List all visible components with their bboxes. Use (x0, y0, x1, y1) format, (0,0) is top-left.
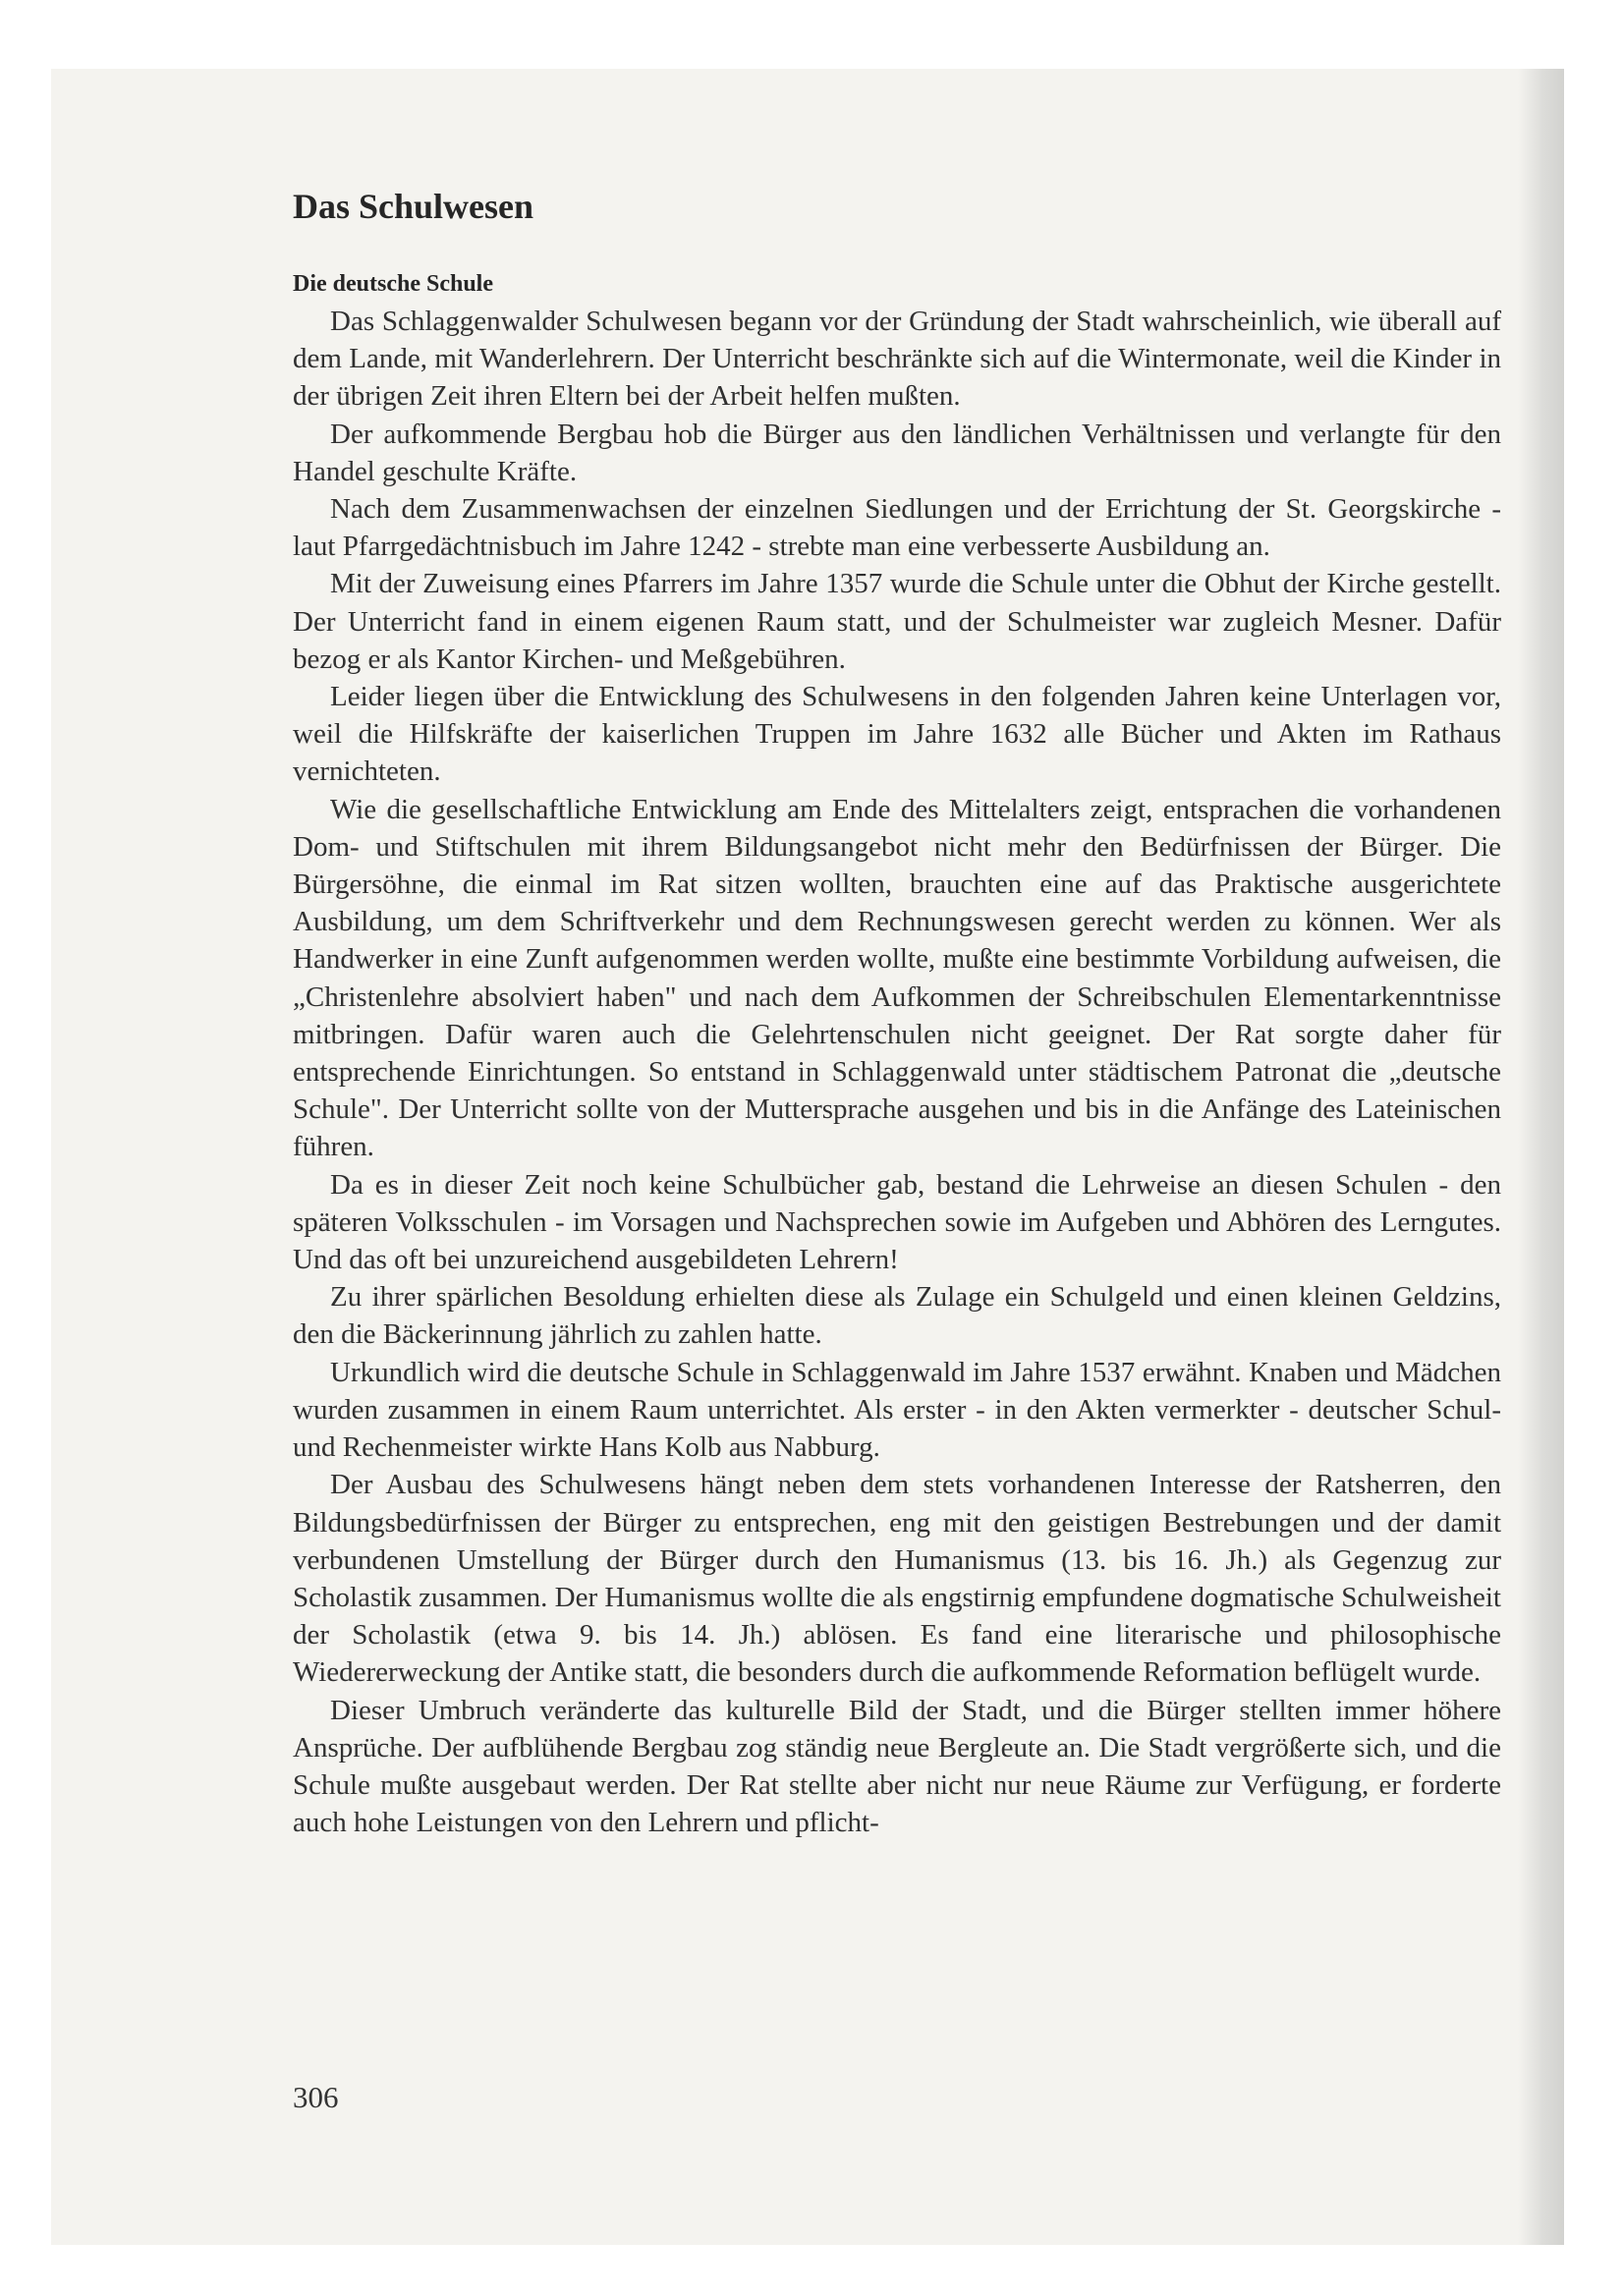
paragraph: Urkundlich wird die deutsche Schule in Schlaggenwald im Jahre 1537 erwähnt. Knaben und Mädchen wurden zusammen in einem Raum unterrichtet. Als erster - in den Akten vermerkter - deutscher Schul- und Rechenmeister wirkte Hans Kolb aus Nabburg. (293, 1356, 1501, 1464)
paragraph: Zu ihrer spärlichen Besoldung erhielten diese als Zulage ein Schulgeld und einen kleinen Geldzins, den die Bäckerinnung jährlich zu zahlen hatte. (293, 1281, 1501, 1351)
body-text (293, 303, 1501, 1841)
paragraph: Der aufkommende Bergbau hob die Bürger aus den ländlichen Verhältnissen und verlangte für den Handel geschulte Kräfte. (293, 418, 1501, 487)
page-number: 306 (293, 2080, 339, 2114)
paragraph: Dieser Umbruch veränderte das kulturelle Bild der Stadt, und die Bürger stellten immer höhere Ansprüche. Der aufblühende Bergbau zog ständig neue Bergleute an. Die Stadt vergrößerte sich, und die Schule mußte ausgebaut werden. Der Rat stellte aber nicht nur neue Räume zur Verfügung, er forderte auch hohe Leistungen von den Lehrern und pflicht- (293, 1694, 1501, 1839)
paragraph: Das Schlaggenwalder Schulwesen begann vor der Gründung der Stadt wahrscheinlich, wie überall auf dem Lande, mit Wanderlehrern. Der Unterricht beschränkte sich auf die Wintermonate, weil die Kinder in der übrigen Zeit ihren Eltern bei der Arbeit helfen mußten. (293, 306, 1501, 413)
paragraph: Nach dem Zusammenwachsen der einzelnen Siedlungen und der Errichtung der St. Georgskirche - laut Pfarrgedächtnisbuch im Jahre 1242 - strebte man eine verbesserte Ausbildung an. (293, 493, 1501, 563)
paragraph: Da es in dieser Zeit noch keine Schulbücher gab, bestand die Lehrweise an diesen Schulen - den späteren Volksschulen - im Vorsagen und Nachsprechen sowie im Aufgeben und Abhören des Lerngutes. Und das oft bei unzureichend ausgebildeten Lehrern! (293, 1168, 1501, 1276)
paragraph: Wie die gesellschaftliche Entwicklung am Ende des Mittelalters zeigt, entsprachen die vorhandenen Dom- und Stiftschulen mit ihrem Bildungsangebot nicht mehr den Bedürfnissen der Bürger. Die Bürgersöhne, die einmal im Rat sitzen wollten, brauchten eine auf das Praktische ausgerichtete Ausbildung, um dem Schriftverkehr und dem Rechnungswesen gerecht werden zu können. Wer als Handwerker in eine Zunft aufgenommen werden wollte, mußte eine bestimmte Vorbildung aufweisen, die „Christenlehre absolviert haben" und nach dem Aufkommen der Schreibschulen Elementarkenntnisse mitbringen. Dafür waren auch die Gelehrtenschulen nicht geeignet. Der Rat sorgte daher für entsprechende Einrichtungen. So entstand in Schlaggenwald unter städtischem Patronat die „deutsche Schule". Der Unterricht sollte von der Muttersprache ausgehen und bis in die Anfänge des Lateinischen führen. (293, 793, 1501, 1163)
paragraph: Der Ausbau des Schulwesens hängt neben dem stets vorhandenen Interesse der Ratsherren, den Bildungsbedürfnissen der Bürger zu entsprechen, eng mit den geistigen Bestrebungen und der damit verbundenen Umstellung der Bürger durch den Humanismus (13. bis 16. Jh.) als Gegenzug zur Scholastik zusammen. Der Humanismus wollte die als engstirnig empfundene dogmatische Schulweisheit der Scholastik (etwa 9. bis 14. Jh.) ablösen. Es fand eine literarische und philosophische Wiedererweckung der Antike statt, die besonders durch die aufkommende Reformation beflügelt wurde. (293, 1469, 1501, 1689)
paragraph: Mit der Zuweisung eines Pfarrers im Jahre 1357 wurde die Schule unter die Obhut der Kirche gestellt. Der Unterricht fand in einem eigenen Raum statt, und der Schulmeister war zugleich Mesner. Dafür bezog er als Kantor Kirchen- und Meßgebühren. (293, 568, 1501, 675)
page-content (293, 177, 1501, 1841)
paragraph: Leider liegen über die Entwicklung des Schulwesens in den folgenden Jahren keine Unterlagen vor, weil die Hilfskräfte der kaiserlichen Truppen im Jahre 1632 alle Bücher und Akten im Rathaus vernichteten. (293, 681, 1501, 788)
chapter-title: Das Schulwesen (293, 187, 534, 226)
page-edge-shadow (1518, 69, 1564, 2245)
section-heading: Die deutsche Schule (293, 271, 493, 297)
